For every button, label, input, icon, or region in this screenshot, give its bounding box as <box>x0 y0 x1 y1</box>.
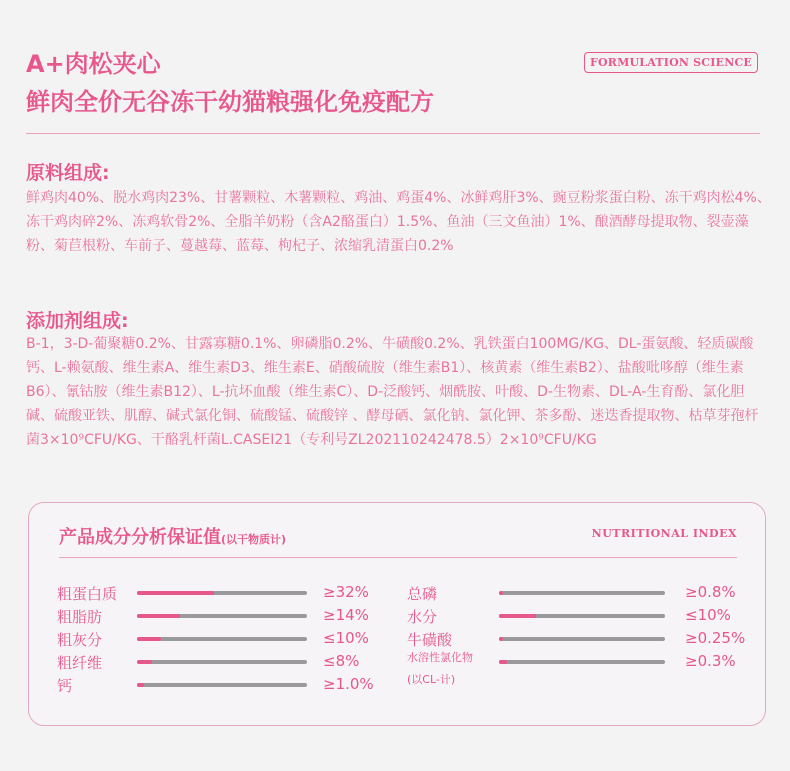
nutrient-bar-track <box>137 614 307 618</box>
nutrient-label: 钙 <box>57 677 73 695</box>
nutrient-bar-fill <box>499 614 536 618</box>
nutrient-bar-fill <box>137 660 152 664</box>
additives-heading: 添加剂组成: <box>26 310 129 332</box>
nutrition-title <box>59 523 286 549</box>
nutrition-row <box>57 652 403 674</box>
nutrient-bar-track <box>499 637 665 641</box>
nutrition-row <box>57 606 403 628</box>
nutrient-value: ≥1.0% <box>323 675 374 693</box>
nutrient-label: 水溶性氯化物 <box>407 651 473 664</box>
nutrition-row <box>57 675 403 697</box>
nutrition-row <box>407 583 765 605</box>
nutrient-value: ≤10% <box>323 629 369 647</box>
ingredients-text: 鲜鸡肉40%、脱水鸡肉23%、甘薯颗粒、木薯颗粒、鸡油、鸡蛋4%、冰鲜鸡肝3%、豌豆粉浆蛋白粉、冻干鸡肉松4%、冻干鸡肉碎2%、冻鸡软骨2%、全脂羊奶粉（含A2酪蛋白）1.5%、鱼油（三文鱼油）1%、酿酒酵母提取物、裂壶藻粉、菊苣根粉、车前子、蔓越莓、蓝莓、枸杞子、浓缩乳清蛋白0.2% <box>26 190 771 254</box>
nutrient-label: 总磷 <box>407 585 438 603</box>
nutrient-value: ≥0.25% <box>685 629 746 647</box>
nutrient-bar-track <box>499 591 665 595</box>
nutrient-label: 粗蛋白质 <box>57 585 118 603</box>
nutrient-bar-fill <box>499 591 503 595</box>
nutrition-divider <box>59 557 737 558</box>
nutrient-value: ≥0.8% <box>685 583 736 601</box>
nutrient-bar-track <box>499 660 665 664</box>
nutrition-row <box>407 606 765 628</box>
nutrient-bar-track <box>499 614 665 618</box>
nutrient-label: 水分 <box>407 608 438 626</box>
nutrient-bar-fill <box>137 591 214 595</box>
nutrient-label-note: (以CL-计) <box>407 673 456 686</box>
nutrient-bar-fill <box>137 637 161 641</box>
formulation-science-badge: FORMULATION SCIENCE <box>584 52 758 73</box>
page-title-line2: 鲜肉全价无谷冻干幼猫粮强化免疫配方 <box>26 88 434 116</box>
nutrient-bar-fill <box>137 683 144 687</box>
nutrition-title-main: 产品成分分析保证值 <box>59 527 221 548</box>
nutrient-value: ≥0.3% <box>685 652 736 670</box>
nutrient-bar-fill <box>137 614 180 618</box>
nutrient-bar-fill <box>499 660 507 664</box>
nutrient-bar-fill <box>499 637 503 641</box>
nutrition-title-note: (以干物质计) <box>221 533 287 546</box>
nutrition-panel <box>28 502 766 726</box>
nutritional-index-label: NUTRITIONAL INDEX <box>591 527 737 540</box>
header-divider <box>26 133 760 134</box>
nutrient-value: ≥32% <box>323 583 369 601</box>
nutrient-label: 粗脂肪 <box>57 608 103 626</box>
nutrition-row <box>407 651 765 686</box>
page-title-line1: A+肉松夹心 <box>26 50 161 78</box>
nutrient-bar-track <box>137 591 307 595</box>
nutrient-label: 粗灰分 <box>57 631 103 649</box>
nutrient-label: 牛磺酸 <box>407 631 453 649</box>
nutrient-label: 粗纤维 <box>57 654 103 672</box>
nutrient-bar-track <box>137 683 307 687</box>
ingredients-heading: 原料组成: <box>26 162 110 184</box>
nutrition-row <box>57 583 403 605</box>
nutrient-value: ≤8% <box>323 652 360 670</box>
nutrient-value: ≤10% <box>685 606 731 624</box>
nutrient-value: ≥14% <box>323 606 369 624</box>
nutrition-row <box>57 629 403 651</box>
nutrition-row <box>407 629 765 651</box>
nutrient-bar-track <box>137 660 307 664</box>
nutrient-bar-track <box>137 637 307 641</box>
additives-text: B-1，3-D-葡聚糖0.2%、甘露寡糖0.1%、卵磷脂0.2%、牛磺酸0.2%、乳铁蛋白100MG/KG、DL-蛋氨酸、轻质碳酸钙、L-赖氨酸、维生素A、维生素D3、维生素E、硝酸硫胺（维生素B1）、核黄素（维生素B2）、盐酸吡哆醇（维生素B6）、氰钴胺（维生素B12）、L-抗坏血酸（维生素C）、D-泛酸钙、烟酰胺、叶酸、D-生物素、DL-A-生育酚、氯化胆碱、硫酸亚铁、肌醇、碱式氯化铜、硫酸锰、硫酸锌 、酵母硒、氯化钠、氯化钾、茶多酚、迷迭香提取物、枯草芽孢杆菌3×10⁹CFU/KG、干酪乳杆菌L.CASEI21（专利号ZL202110242478.5）2×10⁹CFU/KG <box>26 336 759 448</box>
